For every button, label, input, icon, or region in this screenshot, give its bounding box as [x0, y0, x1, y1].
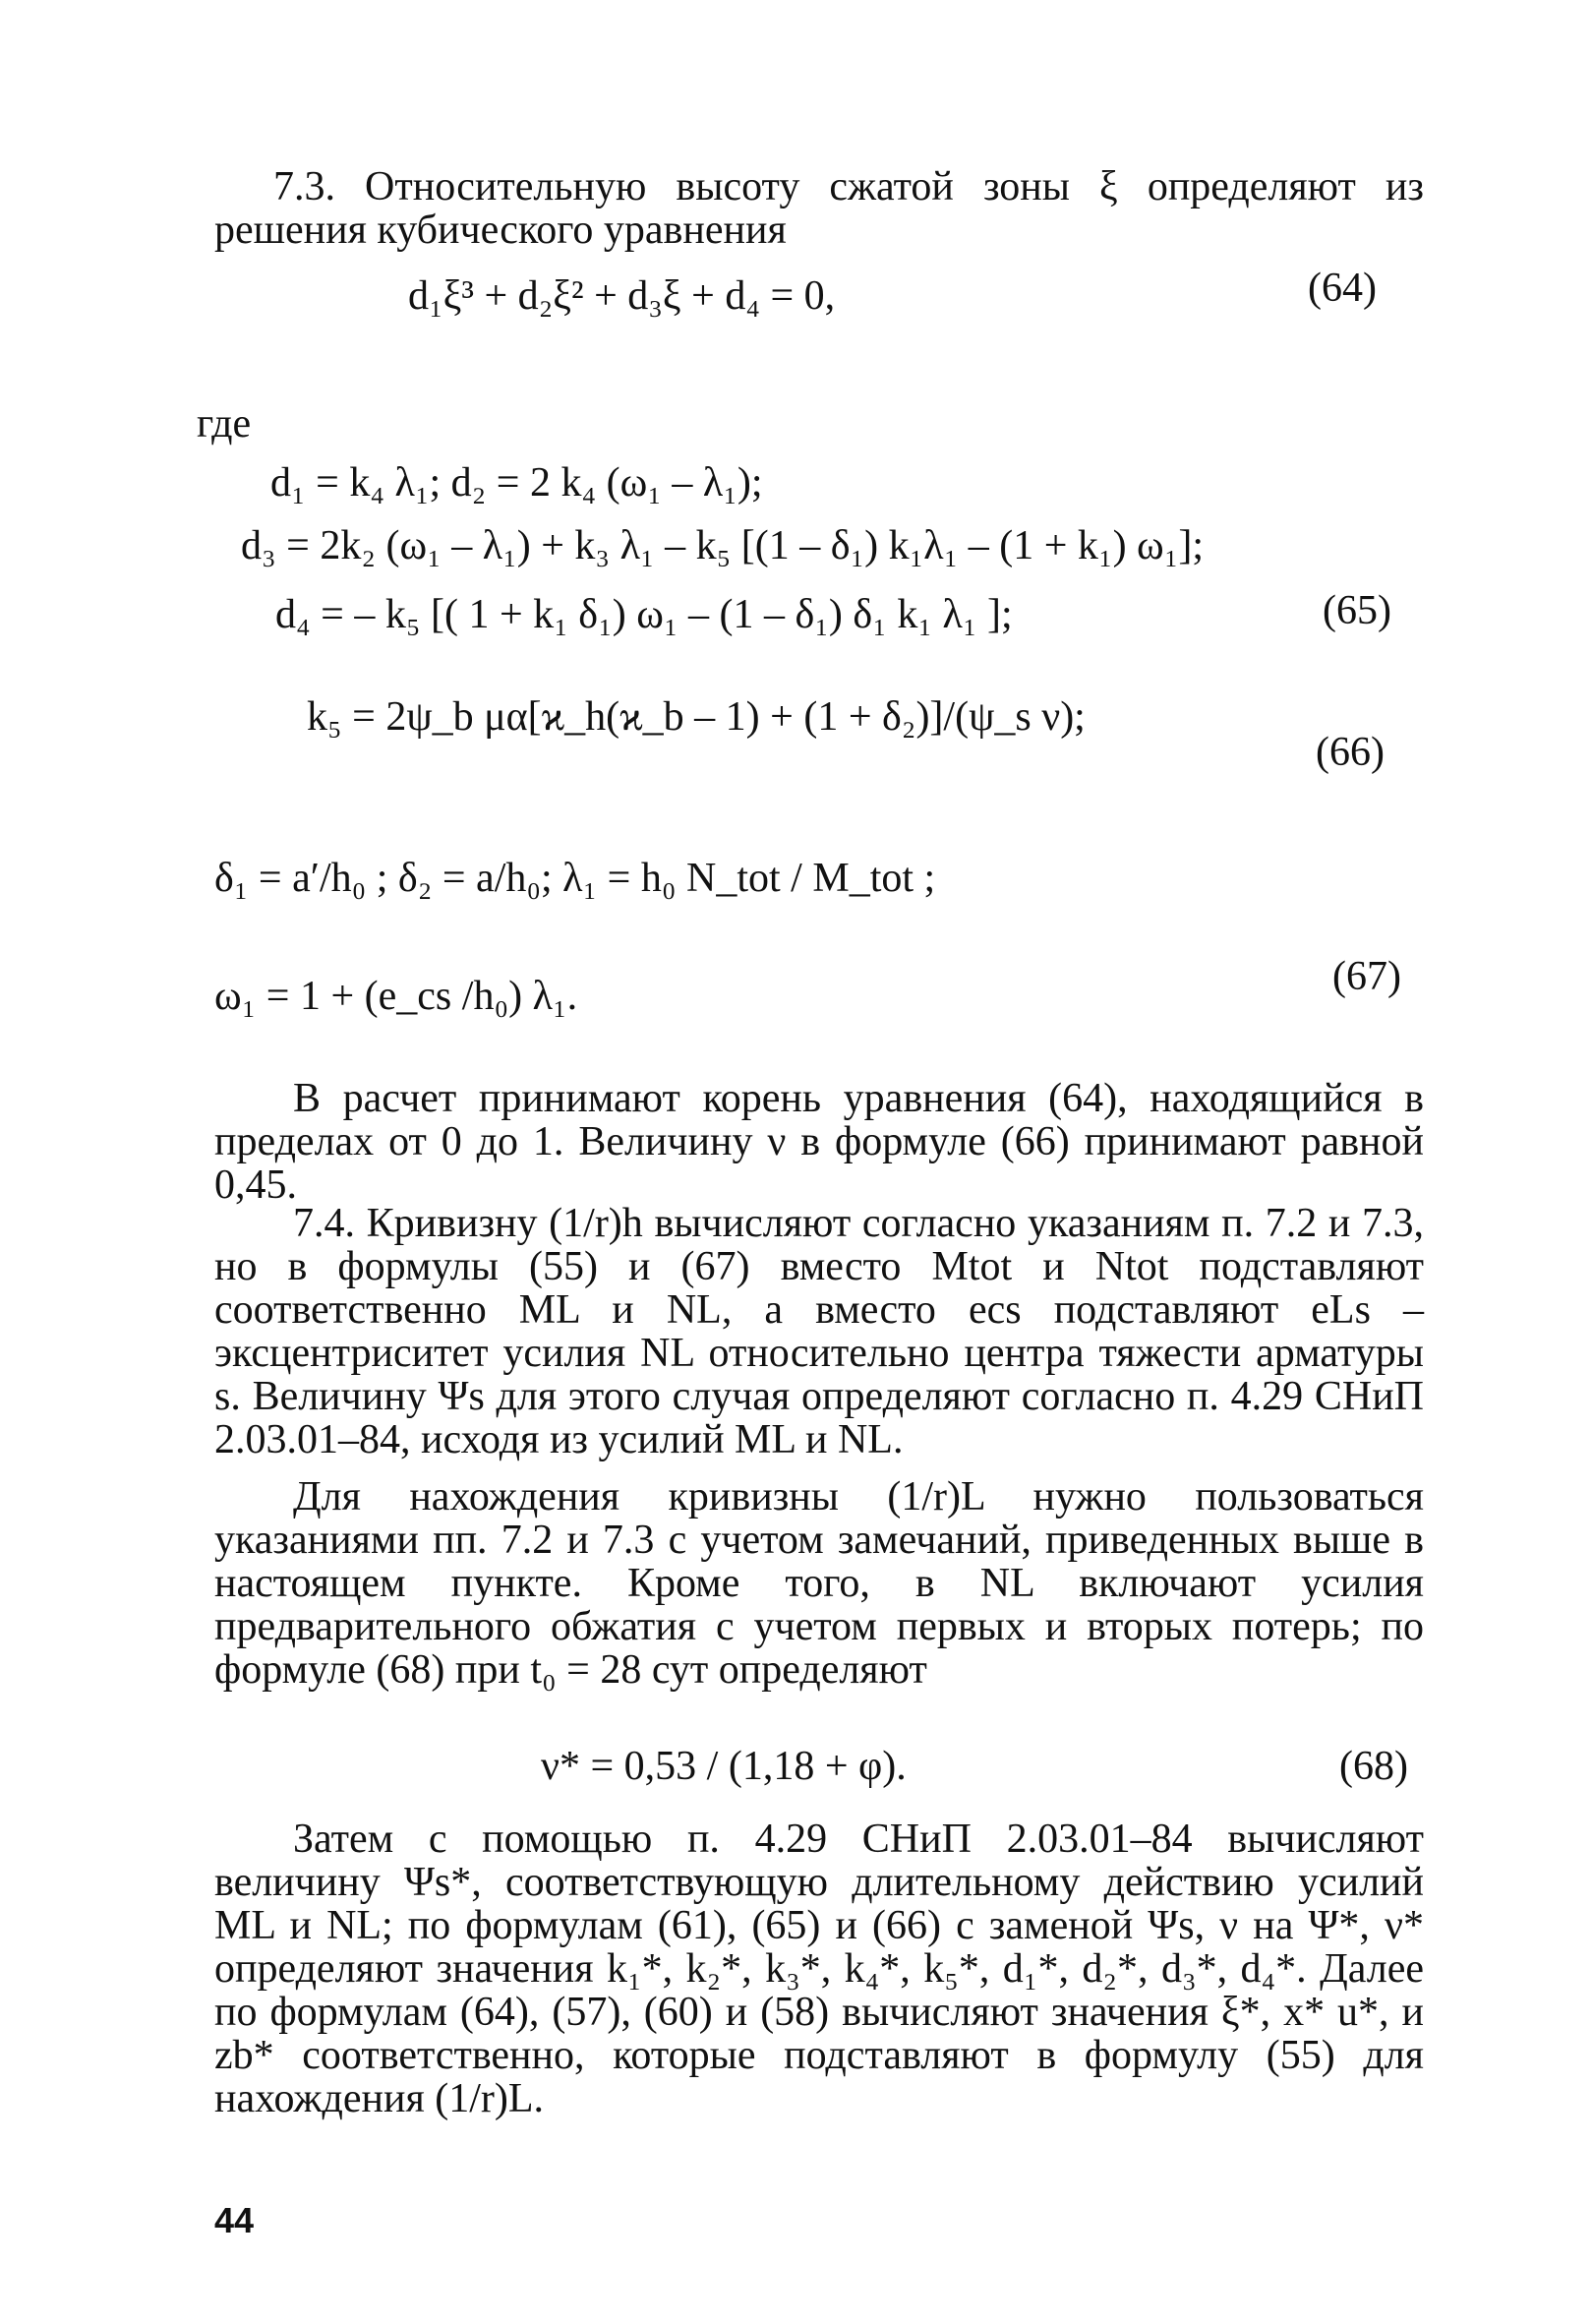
paragraph-long-term-curvature: Для нахождения кривизны (1/r)L нужно пользоваться указаниями пп. 7.2 и 7.3 с учетом замечаний, приведенных выше в настоящем пункте. Кроме того, в NL включают усилия предварительного обжатия с учетом первых и вторых потерь; по формуле (68) при t₀ = 28 сут определяют	[214, 1474, 1424, 1693]
equation-67-line-1: δ₁ = a′/h₀ ; δ₂ = a/h₀; λ₁ = h₀ N_tot / M_tot ;	[214, 856, 936, 901]
equation-64: d₁ξ³ + d₂ξ² + d₃ξ + d₄ = 0,	[408, 273, 836, 319]
equation-68: ν* = 0,53 / (1,18 + φ).	[541, 1744, 907, 1789]
equation-number-68: (68)	[1339, 1744, 1408, 1789]
equation-66: k₅ = 2ψ_b μα[ϰ_h(ϰ_b – 1) + (1 + δ₂)]/(ψ_s ν);	[307, 694, 1086, 740]
where-label: где	[197, 401, 252, 447]
equation-65-line-3: d₄ = – k₅ [( 1 + k₁ δ₁) ω₁ – (1 – δ₁) δ₁ k₁ λ₁ ];	[275, 592, 1013, 637]
equation-number-66: (66)	[1316, 730, 1385, 775]
equation-number-64: (64)	[1308, 266, 1377, 311]
paragraph-root-selection: В расчет принимают корень уравнения (64), находящийся в пределах от 0 до 1. Величину ν в формуле (66) принимают равной 0,45.	[214, 1076, 1424, 1208]
paragraph-then: Затем с помощью п. 4.29 СНиП 2.03.01–84 вычисляют величину Ψs*, соответствующую длительному действию усилий ML и NL; по формулам (61), (65) и (66) с заменой Ψs, ν на Ψ*, ν* определяют значения k₁*, k₂*, k₃*, k₄*, k₅*, d₁*, d₂*, d₃*, d₄*. Далее по формулам (64), (57), (60) и (58) вычисляют значения ξ*, x* u*, и zb* соответственно, которые подставляют в формулу (55) для нахождения (1/r)L.	[214, 1817, 1424, 2121]
paragraph-7-3: 7.3. Относительную высоту сжатой зоны ξ определяют из решения кубического уравнения	[214, 164, 1424, 253]
equation-number-65: (65)	[1323, 588, 1391, 633]
paragraph-7-4: 7.4. Кривизну (1/r)h вычисляют согласно указаниям п. 7.2 и 7.3, но в формулы (55) и (67) вместо Mtot и Ntot подставляют соответственно ML и NL, а вместо ecs подставляют eLs – эксцентриситет усилия NL относительно центра тяжести арматуры s. Величину Ψs для этого случая определяют согласно п. 4.29 СНиП 2.03.01–84, исходя из усилий ML и NL.	[214, 1201, 1424, 1462]
equation-67-line-2: ω₁ = 1 + (e_cs /h₀) λ₁.	[214, 974, 578, 1019]
equation-65-line-1: d₁ = k₄ λ₁; d₂ = 2 k₄ (ω₁ – λ₁);	[270, 460, 763, 506]
equation-number-67: (67)	[1332, 954, 1401, 999]
equation-65-line-2: d₃ = 2k₂ (ω₁ – λ₁) + k₃ λ₁ – k₅ [(1 – δ₁) k₁λ₁ – (1 + k₁) ω₁];	[241, 523, 1205, 568]
page-number: 44	[214, 2200, 255, 2240]
